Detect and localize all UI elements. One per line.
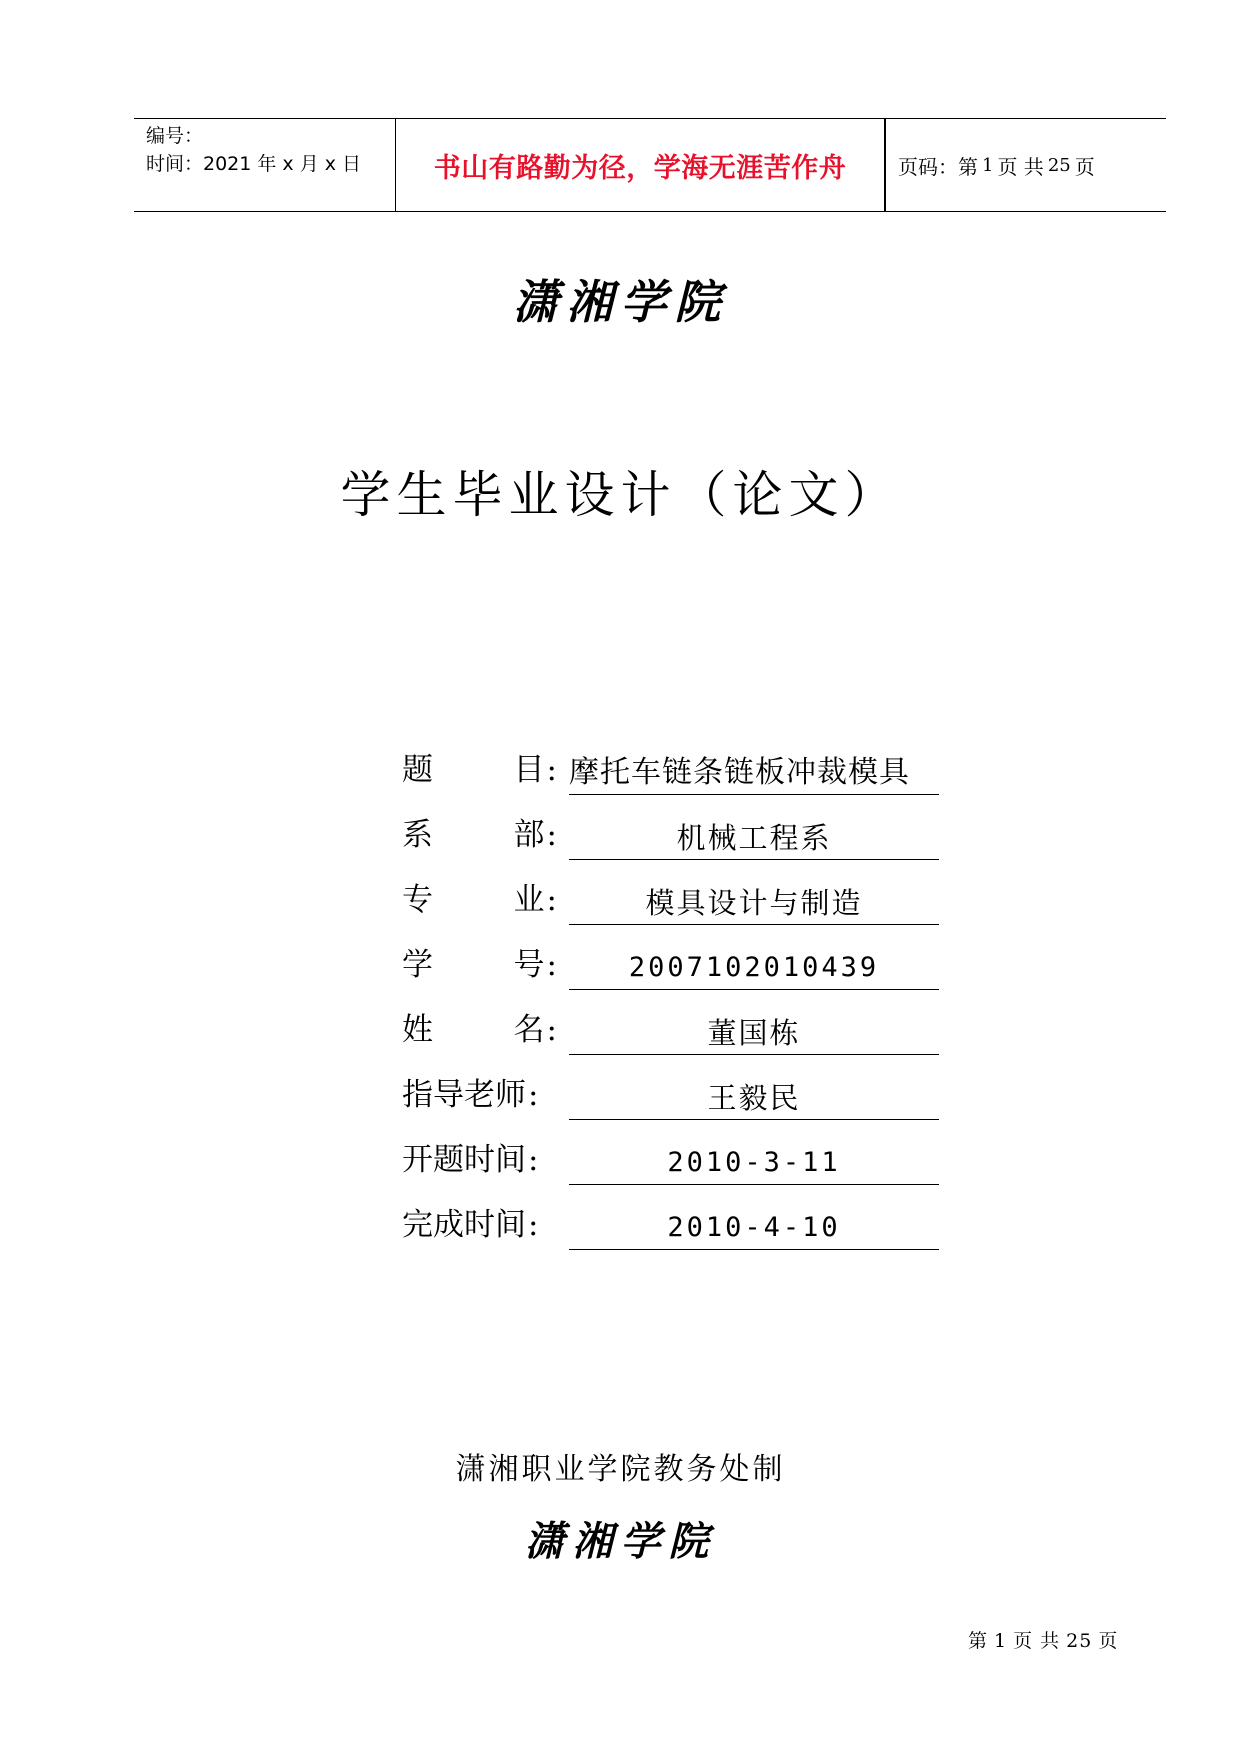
label-text: 开题时间 — [402, 1142, 526, 1178]
info-value-title: 摩托车链条链板冲裁模具 — [569, 751, 939, 795]
label-char: 业 — [513, 882, 545, 918]
serial-label: 编号： — [146, 125, 204, 147]
info-row-department — [402, 795, 942, 860]
issuer: 潇湘职业学院教务处制 — [455, 1452, 786, 1487]
info-row-name — [402, 990, 942, 1055]
footer-mid: 页 共 — [1013, 1630, 1061, 1652]
label-char-group — [514, 810, 557, 860]
label-text: 指导老师 — [402, 1077, 526, 1113]
page-current: 1 — [982, 154, 994, 176]
label-char-group — [514, 940, 557, 990]
info-label — [402, 810, 557, 860]
label-char: 姓 — [402, 1012, 433, 1048]
info-value-finish-date: 2010-4-10 — [569, 1206, 939, 1250]
info-row-finish-date — [402, 1185, 942, 1250]
info-value-name: 董国栋 — [569, 1011, 939, 1055]
label-char: 部 — [513, 817, 545, 853]
info-row-title — [402, 730, 942, 795]
label-colon: : — [546, 752, 557, 788]
info-label — [402, 875, 557, 925]
label-colon: : — [528, 1077, 539, 1113]
label-char: 目 — [513, 752, 545, 788]
label-char: 题 — [402, 752, 433, 788]
footer-suffix: 页 — [1098, 1630, 1119, 1652]
label-char: 学 — [402, 947, 433, 983]
header-table — [134, 118, 1166, 212]
time-label: 时间：2021 年 x 月 x 日 — [146, 153, 362, 175]
info-value-advisor: 王毅民 — [569, 1076, 939, 1120]
info-row-major — [402, 860, 942, 925]
info-label — [402, 1200, 557, 1250]
footer-total: 25 — [1066, 1630, 1093, 1652]
college-name-top: 潇湘学院 — [512, 275, 729, 329]
info-value-start-date: 2010-3-11 — [569, 1141, 939, 1185]
info-row-start-date — [402, 1120, 942, 1185]
footer-current: 1 — [994, 1630, 1008, 1652]
info-table — [402, 730, 942, 1250]
label-colon: : — [546, 817, 557, 853]
page-mid: 页 共 — [997, 154, 1044, 179]
info-row-advisor — [402, 1055, 942, 1120]
page-prefix: 页码：第 — [898, 154, 978, 179]
label-colon: : — [528, 1142, 539, 1178]
label-colon: : — [528, 1207, 539, 1243]
label-colon: : — [546, 882, 557, 918]
motto: 书山有路勤为径，学海无涯苦作舟 — [396, 119, 886, 211]
label-char: 专 — [402, 882, 433, 918]
page-total: 25 — [1047, 154, 1071, 176]
info-row-student-id — [402, 925, 942, 990]
footer-page-number — [968, 1626, 1118, 1653]
label-text: 完成时间 — [402, 1207, 526, 1243]
label-char: 系 — [402, 817, 433, 853]
info-label — [402, 1070, 557, 1120]
label-char-group — [514, 745, 557, 795]
info-value-department: 机械工程系 — [569, 816, 939, 860]
label-colon: : — [546, 1012, 557, 1048]
college-name-bottom: 潇湘学院 — [524, 1518, 717, 1565]
document-title: 学生毕业设计（论文） — [340, 466, 901, 524]
info-label — [402, 940, 557, 990]
label-char: 号 — [513, 947, 545, 983]
info-value-student-id: 2007102010439 — [569, 946, 939, 990]
info-label — [402, 745, 557, 795]
footer-prefix: 第 — [968, 1630, 989, 1652]
page-suffix: 页 — [1074, 154, 1095, 179]
header-left-cell — [134, 119, 396, 211]
header-page-number — [886, 119, 1166, 211]
info-value-major: 模具设计与制造 — [569, 881, 939, 925]
info-label — [402, 1135, 557, 1185]
label-char: 名 — [513, 1012, 545, 1048]
label-colon: : — [546, 947, 557, 983]
label-char-group — [514, 1005, 557, 1055]
label-char-group — [514, 875, 557, 925]
info-label — [402, 1005, 557, 1055]
